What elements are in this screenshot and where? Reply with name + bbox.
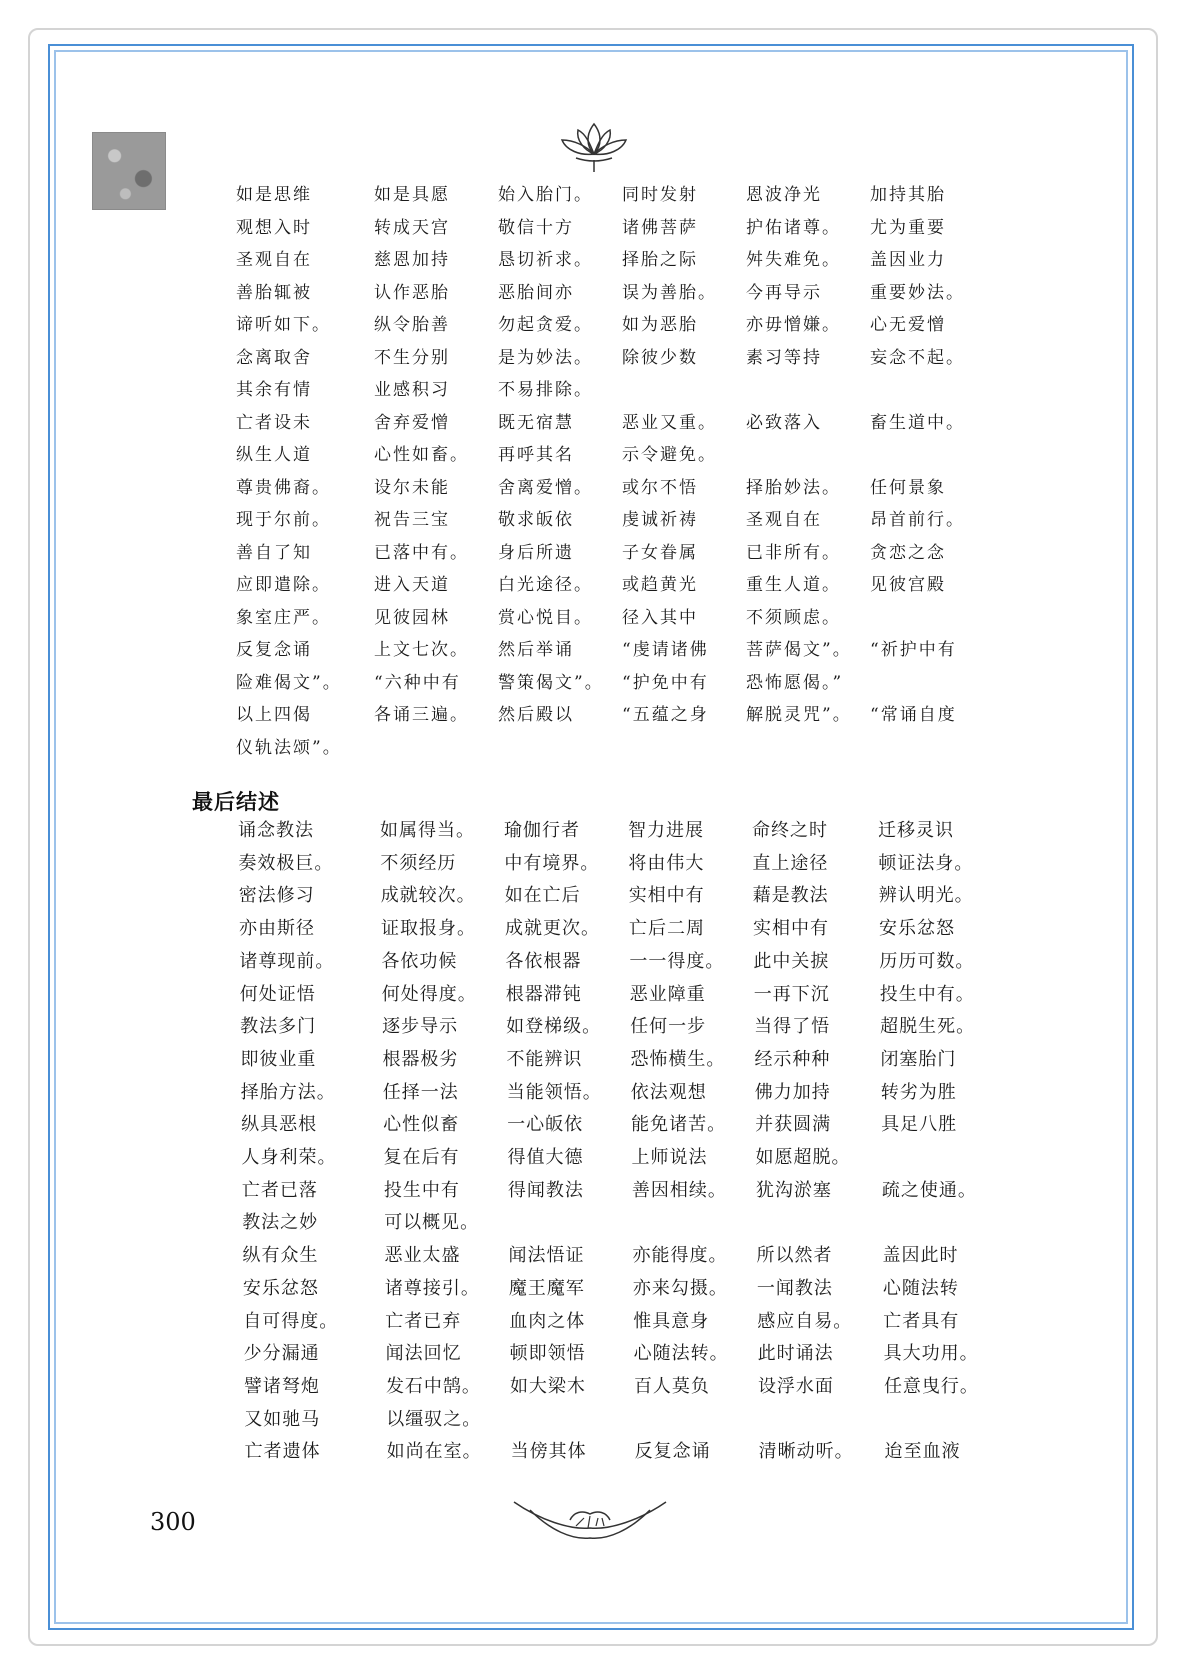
verse-phrase: 既无宿慧	[498, 412, 574, 433]
verse-phrase: 亦能得度。	[632, 1245, 728, 1267]
verse-line	[0, 1307, 1188, 1337]
verse-line	[0, 1437, 1188, 1467]
verse-phrase: 自可得度。	[243, 1310, 339, 1332]
verse-phrase: 设尔未能	[374, 477, 450, 498]
verse-phrase: 妄念不起。	[870, 347, 965, 368]
verse-phrase: 命终之时	[752, 820, 828, 841]
verse-line	[0, 245, 1188, 275]
verse-phrase: 业感积习	[374, 380, 450, 400]
verse-phrase: 智力进展	[628, 820, 704, 841]
verse-phrase: 教法之妙	[242, 1212, 319, 1234]
verse-line	[0, 1405, 1188, 1435]
verse-phrase: 闻法回忆	[385, 1343, 462, 1365]
verse-phrase: 然后举诵	[498, 640, 574, 660]
verse-phrase: 根器滞钝	[505, 983, 582, 1005]
verse-phrase: 如属得当。	[380, 820, 475, 841]
verse-phrase: 奏效极巨。	[238, 852, 334, 874]
verse-phrase: 现于尔前。	[236, 510, 331, 530]
verse-phrase: 亡者已弃	[385, 1310, 462, 1332]
verse-phrase: 如大梁木	[509, 1375, 586, 1397]
verse-phrase: 是为妙法。	[498, 347, 593, 368]
verse-phrase: 择胎妙法。	[746, 477, 841, 498]
verse-phrase: “五蕴之身	[622, 705, 709, 725]
verse-phrase: 不易排除。	[498, 380, 593, 400]
verse-phrase: 谛听如下。	[236, 315, 331, 335]
verse-line	[0, 980, 1188, 1010]
verse-phrase: 纵具恶根	[241, 1114, 318, 1136]
verse-phrase: 实相中有	[628, 885, 705, 907]
verse-phrase: 尤为重要	[870, 217, 946, 238]
page-number: 300	[150, 1508, 196, 1536]
verse-phrase: 任何景象	[870, 477, 946, 498]
verse-line	[0, 603, 1188, 633]
verse-phrase: 亦来勾摄。	[632, 1277, 728, 1299]
verse-phrase: 祝告三宝	[374, 510, 450, 530]
verse-phrase: 见彼园林	[374, 607, 450, 628]
verse-phrase: 顿证法身。	[878, 852, 974, 874]
verse-phrase: 密法修习	[238, 885, 315, 907]
verse-line	[0, 1339, 1188, 1369]
verse-phrase: 善自了知	[236, 542, 312, 563]
verse-phrase: 迨至血液	[884, 1441, 961, 1463]
verse-phrase: 经示种种	[754, 1048, 831, 1070]
verse-phrase: 不能辨识	[506, 1048, 583, 1070]
verse-phrase: 恐怖愿偈。”	[746, 672, 844, 693]
verse-phrase: 今再导示	[746, 282, 822, 303]
verse-phrase: 人身利荣。	[241, 1147, 337, 1168]
verse-phrase: 安乐忿怒	[242, 1277, 319, 1299]
verse-phrase: 然后殿以	[498, 705, 574, 725]
verse-line	[0, 408, 1188, 438]
verse-phrase: 成就较次。	[380, 885, 476, 907]
verse-phrase: 善胎辄被	[236, 282, 312, 303]
verse-phrase: 教法多门	[240, 1016, 317, 1038]
verse-phrase: 恐怖横生。	[630, 1048, 726, 1070]
verse-phrase: “虔请诸佛	[622, 640, 709, 660]
verse-line	[0, 849, 1188, 879]
verse-phrase: 观想入时	[236, 217, 312, 238]
verse-phrase: 所以然者	[756, 1245, 833, 1267]
verse-phrase: 又如驰马	[244, 1408, 321, 1430]
verse-phrase: 疏之使通。	[881, 1179, 977, 1201]
verse-line	[0, 1372, 1188, 1402]
verse-phrase: 如在亡后	[504, 885, 581, 907]
verse-phrase: 象室庄严。	[236, 607, 331, 628]
verse-phrase: 并获圆满	[755, 1114, 832, 1136]
verse-phrase: 转成天宫	[374, 217, 450, 238]
verse-phrase: 发石中鹄。	[385, 1375, 481, 1397]
verse-phrase: 逐步导示	[382, 1016, 459, 1038]
verse-phrase: 盖因业力	[870, 250, 946, 270]
verse-phrase: 藉是教法	[752, 885, 829, 907]
verse-phrase: 当傍其体	[510, 1441, 587, 1463]
verse-phrase: 各诵三遍。	[374, 705, 469, 725]
verse-phrase: 魔王魔军	[508, 1277, 585, 1299]
verse-line	[0, 278, 1188, 308]
verse-phrase: 亡者设未	[236, 412, 312, 433]
verse-phrase: 纵有众生	[242, 1245, 319, 1267]
verse-line	[0, 538, 1188, 568]
verse-phrase: 诸尊现前。	[239, 950, 335, 972]
verse-phrase: 上师说法	[631, 1147, 708, 1168]
verse-phrase: 诸尊接引。	[384, 1277, 480, 1299]
verse-phrase: 各依根器	[505, 950, 582, 972]
verse-phrase: 复在后有	[383, 1147, 460, 1168]
verse-line	[0, 881, 1188, 911]
verse-phrase: 设浮水面	[757, 1375, 834, 1397]
verse-phrase: 以缰驭之。	[386, 1408, 482, 1430]
verse-phrase: 昂首前行。	[870, 510, 965, 530]
verse-line	[0, 473, 1188, 503]
verse-phrase: 已落中有。	[374, 542, 469, 563]
verse-phrase: 上文七次。	[374, 640, 469, 660]
verse-phrase: “祈护中有	[870, 640, 957, 660]
verse-phrase: 何处得度。	[381, 983, 477, 1005]
verse-phrase: “护免中有	[622, 672, 709, 693]
verse-line	[0, 1143, 1188, 1173]
verse-line	[0, 1176, 1188, 1206]
verse-phrase: 加持其胎	[870, 185, 946, 205]
verse-phrase: 进入天道	[374, 575, 450, 595]
verse-phrase: 亡后二周	[629, 918, 706, 940]
verse-phrase: 血肉之体	[509, 1310, 586, 1332]
verse-phrase: 此中关捩	[753, 950, 830, 972]
verse-phrase: 瑜伽行者	[504, 820, 580, 841]
verse-phrase: 反复念诵	[634, 1441, 711, 1463]
verse-phrase: 根器极劣	[382, 1048, 459, 1070]
verse-phrase: 安乐忿怒	[879, 918, 956, 940]
verse-phrase: 同时发射	[622, 185, 698, 205]
verse-phrase: 即彼业重	[240, 1048, 317, 1070]
verse-line	[0, 635, 1188, 665]
verse-phrase: 应即遣除。	[236, 575, 331, 595]
verse-line	[0, 1274, 1188, 1304]
verse-phrase: 惟具意身	[633, 1310, 710, 1332]
verse-phrase: 亡者具有	[883, 1310, 960, 1332]
verse-phrase: 其余有情	[236, 380, 312, 400]
verse-phrase: 少分漏通	[243, 1343, 320, 1365]
verse-phrase: 必致落入	[746, 412, 822, 433]
verse-phrase: 当得了悟	[754, 1016, 831, 1038]
verse-phrase: 纵生人道	[236, 445, 312, 465]
verse-phrase: 诵念教法	[238, 820, 314, 841]
verse-phrase: 恶业太盛	[384, 1245, 461, 1267]
verse-phrase: 如尚在室。	[386, 1441, 482, 1463]
verse-phrase: 可以概见。	[384, 1212, 480, 1234]
verse-phrase: 得值大德	[507, 1147, 584, 1168]
verse-phrase: 舍离爱憎。	[498, 477, 593, 498]
verse-phrase: 一心皈依	[507, 1114, 584, 1136]
verse-phrase: 当能领悟。	[506, 1081, 602, 1103]
verse-phrase: 亡者遗体	[244, 1441, 321, 1463]
verse-phrase: 一闻教法	[756, 1277, 833, 1299]
verse-line	[0, 700, 1188, 730]
verse-line	[0, 505, 1188, 535]
verse-phrase: 圣观自在	[746, 510, 822, 530]
verse-phrase: 恶业障重	[629, 983, 706, 1005]
verse-phrase: 择胎方法。	[240, 1081, 336, 1103]
verse-phrase: 一一得度。	[629, 950, 725, 972]
verse-phrase: 赏心悦目。	[498, 607, 593, 628]
verse-phrase: 心性似畜	[383, 1114, 460, 1136]
verse-phrase: 警策偈文”。	[498, 672, 604, 693]
verse-phrase: 历历可数。	[879, 950, 975, 972]
verse-phrase: 已非所有。	[746, 542, 841, 563]
verse-phrase: 如为恶胎	[622, 315, 698, 335]
verse-phrase: 或尔不悟	[622, 477, 698, 498]
verse-phrase: 亡者已落	[241, 1179, 318, 1201]
verse-phrase: 一再下沉	[753, 983, 830, 1005]
verse-phrase: 恶业又重。	[622, 412, 717, 433]
verse-phrase: 将由伟大	[628, 852, 705, 874]
verse-phrase: 念离取舍	[236, 347, 312, 368]
verse-phrase: 各依功候	[381, 950, 458, 972]
verse-phrase: “常诵自度	[870, 705, 957, 725]
verse-line	[0, 668, 1188, 698]
verse-phrase: 解脱灵咒”。	[746, 705, 852, 725]
verse-phrase: 以上四偈	[236, 705, 312, 725]
verse-phrase: 心性如畜。	[374, 445, 469, 465]
verse-line	[0, 947, 1188, 977]
verse-phrase: 纵令胎善	[374, 315, 450, 335]
verse-phrase: 敬信十方	[498, 217, 574, 238]
verse-phrase: 得闻教法	[507, 1179, 584, 1201]
verse-phrase: 如是思维	[236, 185, 312, 205]
verse-phrase: 除彼少数	[622, 347, 698, 368]
verse-phrase: 险难偈文”。	[236, 672, 342, 693]
verse-phrase: 畜生道中。	[870, 412, 965, 433]
verse-line	[0, 343, 1188, 373]
verse-phrase: 不须顾虑。	[746, 607, 841, 628]
verse-line	[0, 1208, 1188, 1238]
verse-phrase: 如登梯级。	[506, 1016, 602, 1038]
verse-phrase: 圣观自在	[236, 250, 312, 270]
verse-phrase: 素习等持	[746, 347, 822, 368]
verse-phrase: 任意曳行。	[883, 1375, 979, 1397]
verse-phrase: 感应自易。	[757, 1310, 853, 1332]
verse-phrase: 径入其中	[622, 607, 698, 628]
verse-phrase: 白光途径。	[498, 575, 593, 595]
verse-phrase: 尊贵佛裔。	[236, 477, 331, 498]
lotus-icon	[556, 118, 632, 174]
verse-phrase: 何处证悟	[239, 983, 316, 1005]
verse-line	[0, 440, 1188, 470]
verse-phrase: 闻法悟证	[508, 1245, 585, 1267]
verse-phrase: 子女眷属	[622, 542, 698, 563]
verse-phrase: 示令避免。	[622, 445, 717, 465]
verse-line	[0, 1045, 1188, 1075]
verse-phrase: 择胎之际	[622, 250, 698, 270]
verse-phrase: 重生人道。	[746, 575, 841, 595]
verse-phrase: 任何一步	[630, 1016, 707, 1038]
verse-phrase: 恶胎间亦	[498, 282, 574, 303]
verse-phrase: 始入胎门。	[498, 185, 593, 205]
verse-phrase: 迁移灵识	[878, 820, 954, 841]
verse-phrase: 投生中有	[383, 1179, 460, 1201]
verse-phrase: 闭塞胎门	[880, 1048, 957, 1070]
verse-phrase: 直上途径	[752, 852, 829, 874]
verse-phrase: 任择一法	[382, 1081, 459, 1103]
verse-phrase: 善因相续。	[631, 1179, 727, 1201]
verse-line	[0, 1078, 1188, 1108]
verse-phrase: 菩萨偈文”。	[746, 640, 852, 660]
verse-phrase: 舍弃爱憎	[374, 412, 450, 433]
verse-phrase: 佛力加持	[754, 1081, 831, 1103]
verse-phrase: 顿即领悟	[509, 1343, 586, 1365]
verse-phrase: 证取报身。	[381, 918, 477, 940]
verse-phrase: 舛失难免。	[746, 250, 841, 270]
verse-phrase: 恳切祈求。	[498, 250, 593, 270]
verse-phrase: 亦毋憎嫌。	[746, 315, 841, 335]
verse-phrase: 中有境界。	[504, 852, 600, 874]
verse-line	[0, 213, 1188, 243]
verse-phrase: 清晰动听。	[758, 1441, 854, 1463]
verse-phrase: 认作恶胎	[374, 282, 450, 303]
verse-phrase: 再呼其名	[498, 445, 574, 465]
verse-line	[0, 570, 1188, 600]
verse-phrase: 超脱生死。	[880, 1016, 976, 1038]
praying-hands-icon	[510, 1490, 670, 1550]
verse-phrase: 具足八胜	[881, 1114, 958, 1136]
verse-phrase: 仪轨法颂”。	[236, 737, 342, 758]
verse-phrase: 具大功用。	[883, 1343, 979, 1365]
verse-phrase: 恩波净光	[746, 185, 822, 205]
section-heading: 最后结述	[192, 789, 280, 814]
verse-phrase: 反复念诵	[236, 640, 312, 660]
verse-phrase: 敬求皈依	[498, 510, 574, 530]
verse-phrase: 如愿超脱。	[755, 1147, 851, 1168]
verse-phrase: 或趋黄光	[622, 575, 698, 595]
verse-line	[0, 1110, 1188, 1140]
verse-phrase: 护佑诸尊。	[746, 217, 841, 238]
verse-phrase: 重要妙法。	[870, 282, 965, 303]
verse-line	[0, 914, 1188, 944]
verse-phrase: 实相中有	[753, 918, 830, 940]
verse-phrase: 心随法转	[882, 1277, 959, 1299]
verse-phrase: 身后所遗	[498, 542, 574, 563]
verse-line	[0, 310, 1188, 340]
verse-phrase: 犹沟淤塞	[755, 1179, 832, 1201]
verse-phrase: 能免诸苦。	[631, 1114, 727, 1136]
verse-phrase: 盖因此时	[882, 1245, 959, 1267]
verse-phrase: 不生分别	[374, 347, 450, 368]
verse-phrase: 转劣为胜	[880, 1081, 957, 1103]
verse-line	[0, 180, 1188, 210]
verse-line	[0, 1012, 1188, 1042]
verse-phrase: 误为善胎。	[622, 282, 717, 303]
verse-phrase: “六种中有	[374, 672, 461, 693]
verse-phrase: 成就更次。	[505, 918, 601, 940]
verse-phrase: 不须经历	[380, 852, 457, 874]
verse-phrase: 投生中有。	[879, 983, 975, 1005]
verse-phrase: 此时诵法	[757, 1343, 834, 1365]
verse-line	[0, 733, 1188, 763]
verse-phrase: 如是具愿	[374, 185, 450, 205]
verse-line	[0, 1241, 1188, 1271]
verse-line	[0, 375, 1188, 405]
verse-phrase: 依法观想	[630, 1081, 707, 1103]
verse-phrase: 勿起贪爱。	[498, 315, 593, 335]
verse-phrase: 譬诸弩炮	[243, 1375, 320, 1397]
verse-phrase: 贪恋之念	[870, 542, 946, 563]
verse-line	[0, 816, 1188, 846]
verse-phrase: 虔诚祈祷	[622, 510, 698, 530]
verse-phrase: 见彼宫殿	[870, 575, 946, 595]
verse-phrase: 百人莫负	[633, 1375, 710, 1397]
verse-phrase: 慈恩加持	[374, 250, 450, 270]
verse-phrase: 诸佛菩萨	[622, 217, 698, 238]
verse-phrase: 亦由斯径	[239, 918, 316, 940]
verse-phrase: 心随法转。	[633, 1343, 729, 1365]
verse-phrase: 辨认明光。	[878, 885, 974, 907]
verse-phrase: 心无爱憎	[870, 315, 946, 335]
